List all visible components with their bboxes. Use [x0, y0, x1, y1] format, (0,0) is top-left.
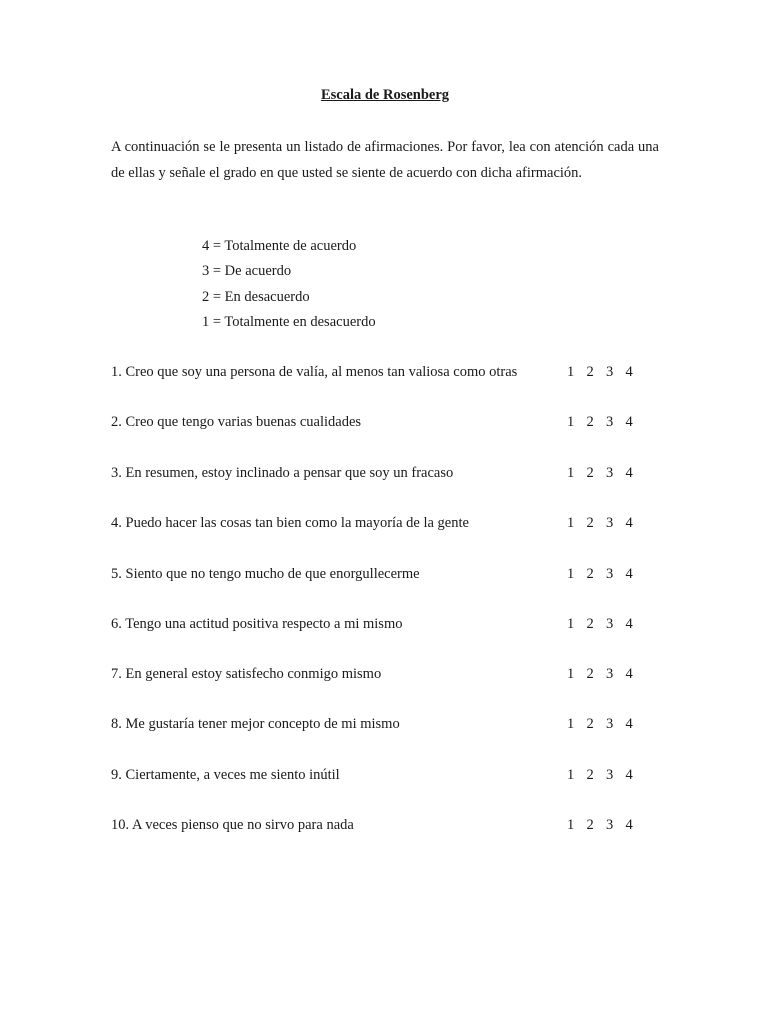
rating-option-2[interactable]: 2: [586, 515, 594, 531]
rating-option-3[interactable]: 3: [606, 767, 614, 783]
rating-option-1[interactable]: 1: [567, 767, 575, 783]
rating-option-2[interactable]: 2: [586, 414, 594, 430]
statement-text: 1. Creo que soy una persona de valía, al menos tan valiosa como otras: [111, 364, 518, 380]
page-title: Escala de Rosenberg: [320, 87, 450, 103]
rating-option-4[interactable]: 4: [625, 616, 633, 632]
statement-text: 7. En general estoy satisfecho conmigo mismo: [111, 666, 382, 682]
statement-row: [111, 814, 641, 836]
rating-option-2[interactable]: 2: [586, 767, 594, 783]
rating-option-3[interactable]: 3: [606, 666, 614, 682]
rating-option-4[interactable]: 4: [625, 364, 633, 380]
rating-option-1[interactable]: 1: [567, 364, 575, 380]
statement-row: [111, 613, 641, 635]
statement-row: [111, 361, 641, 383]
rating-options: [567, 361, 645, 383]
rating-option-4[interactable]: 4: [625, 716, 633, 732]
intro-paragraph: A continuación se le presenta un listado de afirmaciones. Por favor, lea con atención cada una de ellas y señale el grado en que usted se siente de acuerdo con dicha afirmación.: [111, 139, 659, 181]
statement-row: [111, 563, 641, 585]
rating-option-4[interactable]: 4: [625, 515, 633, 531]
rating-option-3[interactable]: 3: [606, 566, 614, 582]
rating-options: [567, 462, 645, 484]
rating-option-1[interactable]: 1: [567, 666, 575, 682]
scale-entry: 2 = En desacuerdo: [202, 288, 310, 305]
statement-text: 9. Ciertamente, a veces me siento inútil: [111, 767, 340, 783]
rating-options: [567, 512, 645, 534]
rating-option-3[interactable]: 3: [606, 414, 614, 430]
statement-row: [111, 713, 641, 735]
statement-row: [111, 512, 641, 534]
rating-option-4[interactable]: 4: [625, 817, 633, 833]
rating-options: [567, 563, 645, 585]
rating-option-1[interactable]: 1: [567, 566, 575, 582]
statement-text: 3. En resumen, estoy inclinado a pensar que soy un fracaso: [111, 465, 454, 481]
statement-text: 6. Tengo una actitud positiva respecto a mi mismo: [111, 616, 403, 632]
rating-option-2[interactable]: 2: [586, 666, 594, 682]
rating-option-1[interactable]: 1: [567, 465, 575, 481]
rating-option-1[interactable]: 1: [567, 414, 575, 430]
rating-options: [567, 663, 645, 685]
statement-row: [111, 462, 641, 484]
rating-options: [567, 613, 645, 635]
statement-text: 5. Siento que no tengo mucho de que enorgullecerme: [111, 566, 420, 582]
rating-option-1[interactable]: 1: [567, 616, 575, 632]
rating-option-2[interactable]: 2: [586, 364, 594, 380]
statement-row: [111, 411, 641, 433]
rating-option-4[interactable]: 4: [625, 666, 633, 682]
rating-options: [567, 764, 645, 786]
rating-option-1[interactable]: 1: [567, 515, 575, 531]
scale-entry: 4 = Totalmente de acuerdo: [202, 238, 357, 254]
rating-option-2[interactable]: 2: [586, 566, 594, 582]
rating-option-1[interactable]: 1: [567, 817, 575, 833]
rating-options: [567, 713, 645, 735]
rating-option-2[interactable]: 2: [586, 616, 594, 632]
rating-option-4[interactable]: 4: [625, 465, 633, 481]
statement-text: 8. Me gustaría tener mejor concepto de mi mismo: [111, 716, 400, 732]
statement-row: [111, 663, 641, 685]
rating-option-3[interactable]: 3: [606, 716, 614, 732]
scale-entry: 1 = Totalmente en desacuerdo: [202, 313, 376, 330]
rating-option-3[interactable]: 3: [606, 465, 614, 481]
rating-option-4[interactable]: 4: [625, 566, 633, 582]
statement-text: 4. Puedo hacer las cosas tan bien como la mayoría de la gente: [111, 515, 469, 531]
rating-option-2[interactable]: 2: [586, 817, 594, 833]
statement-text: 2. Creo que tengo varias buenas cualidades: [111, 414, 362, 430]
statement-text: 10. A veces pienso que no sirvo para nada: [111, 817, 354, 833]
rating-option-3[interactable]: 3: [606, 364, 614, 380]
statement-row: [111, 764, 641, 786]
rating-options: [567, 411, 645, 433]
rating-option-2[interactable]: 2: [586, 465, 594, 481]
rating-option-3[interactable]: 3: [606, 817, 614, 833]
rating-option-4[interactable]: 4: [625, 414, 633, 430]
scale-entry: 3 = De acuerdo: [202, 263, 292, 280]
rating-option-1[interactable]: 1: [567, 716, 575, 732]
rating-option-3[interactable]: 3: [606, 616, 614, 632]
rating-options: [567, 814, 645, 836]
rating-option-3[interactable]: 3: [606, 515, 614, 531]
rating-option-2[interactable]: 2: [586, 716, 594, 732]
rating-option-4[interactable]: 4: [625, 767, 633, 783]
